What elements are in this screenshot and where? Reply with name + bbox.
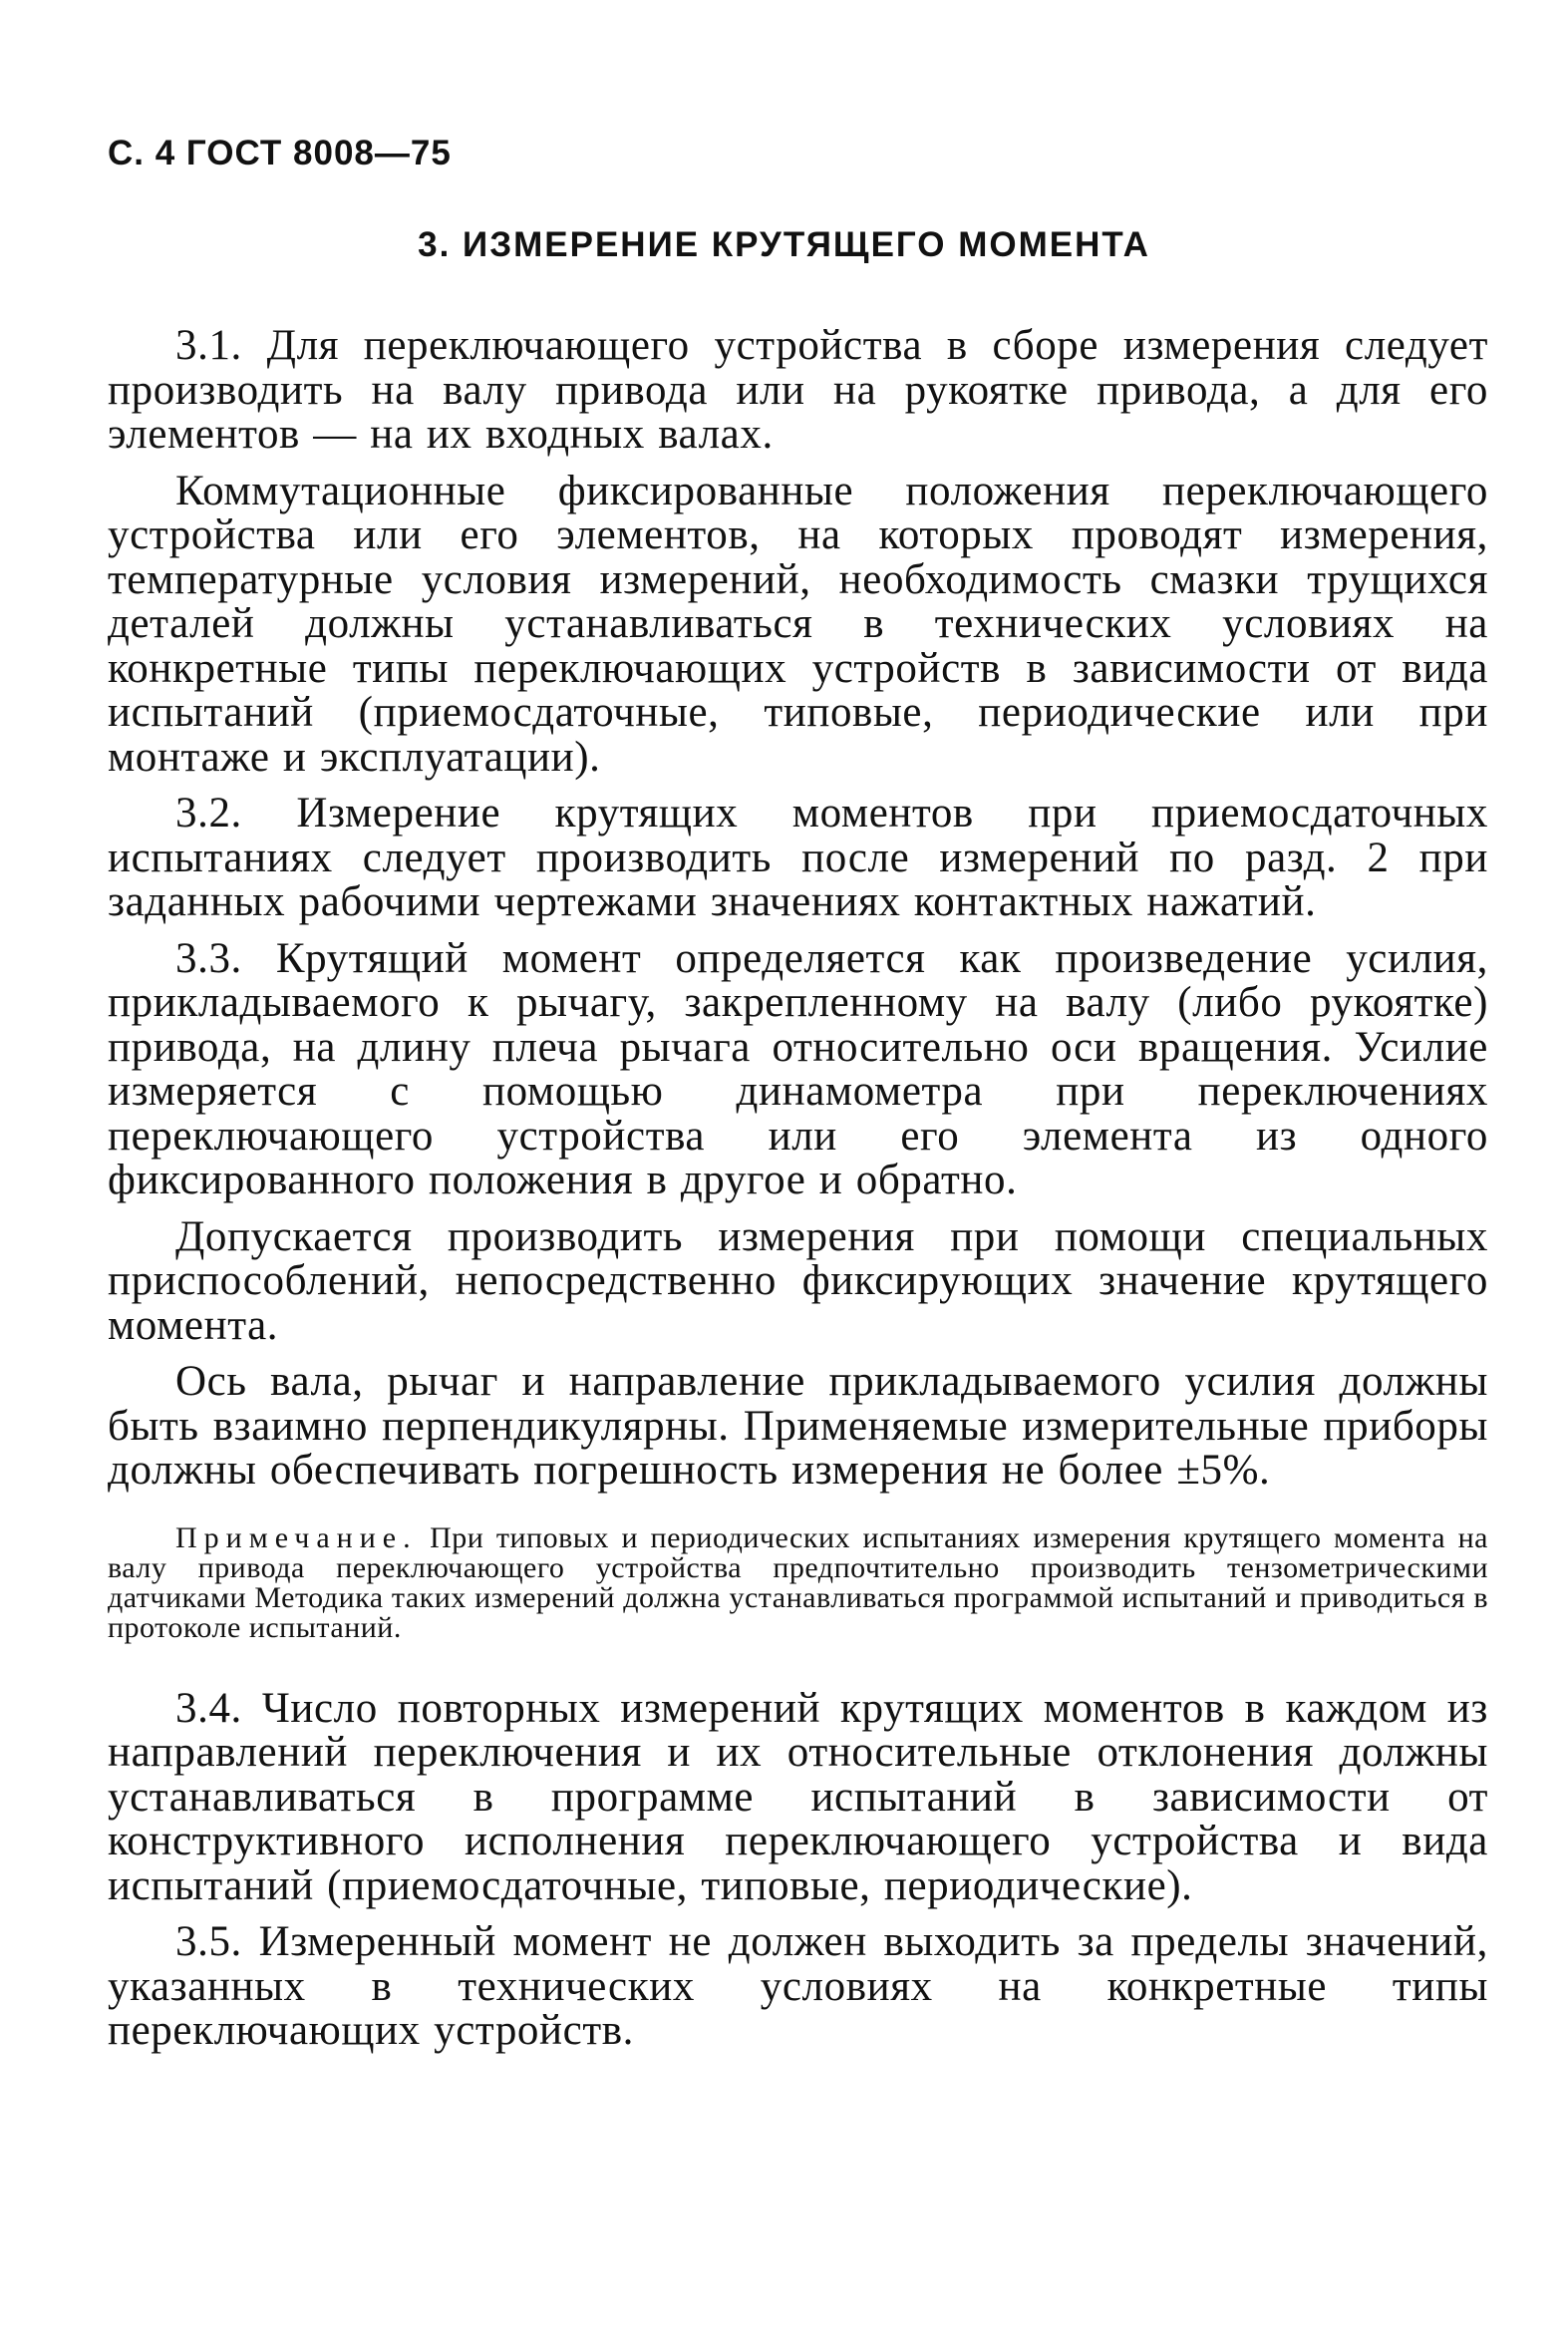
body-text: [108, 324, 1488, 2066]
paragraph-shaft-lever: Ось вала, рычаг и направление прикладываемого усилия должны быть взаимно перпендикулярны. Применяемые измерительные приборы должны обеспечивать погрешность измерения не более ±5%.: [108, 1358, 1488, 1494]
paragraph-3-4: 3.4. Число повторных измерений крутящих моментов в каждом из направлений переключения и их относительные отклонения должны устанавливаться в программе испытаний в зависимости от конструктивного исполнения переключающего устройства и вида испытаний (приемосдаточные, типовые, периодические).: [108, 1684, 1488, 1909]
note-text: При типовых и периодических испытаниях измерения крутящего момента на валу привода переключающего устройства предпочтительно производить тензометрическими датчиками Методика таких измерений должна устанавливаться программой испытаний и приводиться в протоколе испытаний.: [108, 1520, 1488, 1644]
paragraph-3-1: 3.1. Для переключающего устройства в сборе измерения следует производить на валу привода или на рукоятке привода, а для его элементов — на их входных валах.: [108, 322, 1488, 458]
paragraph-3-5: 3.5. Измеренный момент не должен выходить за пределы значений, указанных в технических условиях на конкретные типы переключающих устройств.: [108, 1918, 1488, 2054]
paragraph-3-3: 3.3. Крутящий момент определяется как произведение усилия, прикладываемого к рычагу, закрепленному на валу (либо рукоятке) привода, на длину плеча рычага относительно оси вращения. Усилие измеряется с помощью динамометра при переключениях переключающего устройства или его элемента из одного фиксированного положения в другое и обратно.: [108, 934, 1488, 1203]
paragraph-3-2: 3.2. Измерение крутящих моментов при приемосдаточных испытаниях следует производить после измерений по разд. 2 при заданных рабочими чертежами значениях контактных нажатий.: [108, 790, 1488, 925]
paragraph-special-devices: Допускается производить измерения при помощи специальных приспособлений, непосредственно фиксирующих значение крутящего момента.: [108, 1212, 1488, 1349]
running-head: С. 4 ГОСТ 8008—75: [108, 134, 452, 172]
note-label: Примечание.: [175, 1520, 418, 1554]
paragraph-commutation-positions: Коммутационные фиксированные положения переключающего устройства или его элементов, на которых проводят измерения, температурные условия измерений, необходимость смазки трущихся деталей должны устанавливаться в технических условиях на конкретные типы переключающих устройств в зависимости от вида испытаний (приемосдаточные, типовые, периодические или при монтаже и эксплуатации).: [108, 467, 1488, 781]
note: [108, 1520, 1488, 1644]
section-title: 3. ИЗМЕРЕНИЕ КРУТЯЩЕГО МОМЕНТА: [418, 225, 1150, 264]
